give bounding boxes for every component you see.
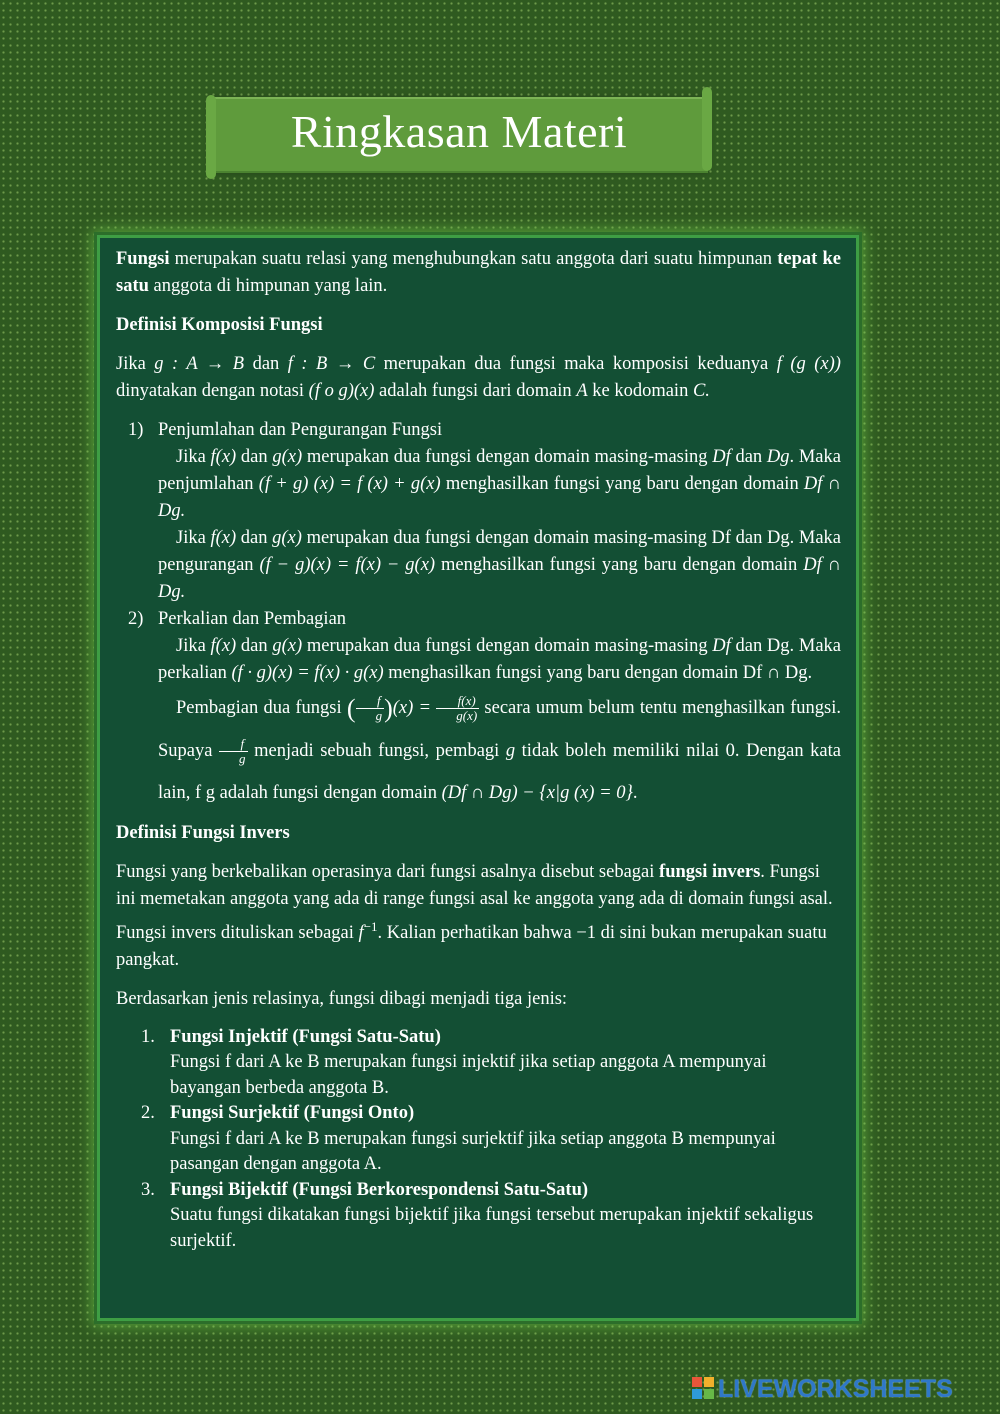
- jenis-list-item: 2. Fungsi Surjektif (Fungsi Onto) Fungsi f dari A ke B merupakan fungsi surjektif jika setiap anggota B mempunyai pasangan dengan anggota A.: [141, 1103, 776, 1175]
- logo-icon: [692, 1377, 714, 1399]
- komposisi-paragraph: Jika g : A → B dan f : B → C merupakan dua fungsi maka komposisi keduanya f (g (x)) dinyatakan dengan notasi (f o g)(x) adalah fungsi dari domain A ke kodomain C.: [116, 354, 841, 401]
- invers-paragraph: Fungsi yang berkebalikan operasinya dari fungsi asalnya disebut sebagai fungsi invers. Fungsi ini memetakan anggota yang ada di range fungsi asal ke anggota yang ada di domain fungsi asal. Fungsi invers dituliskan sebagai $f^{-1}$. Kalian perhatikan bahwa −1 di sini bukan merupakan suatu pangkat.: [116, 861, 833, 970]
- jenis-intro: Berdasarkan jenis relasinya, fungsi dibagi menjadi tiga jenis:: [116, 988, 568, 1009]
- page-title: Ringkasan Materi: [290, 106, 628, 157]
- title-banner: [210, 97, 708, 173]
- perkalian-text: Jika f(x) dan g(x) merupakan dua fungsi dengan domain masing-masing Df dan Dg. Maka perkalian (f · g)(x) = f(x) · g(x) menghasilkan fungsi yang baru dengan domain Df ∩ Dg.: [158, 636, 841, 683]
- list-item-penjumlahan: 1) Penjumlahan dan Pengurangan Fungsi Jika f(x) dan g(x) merupakan dua fungsi dengan domain masing-masing Df dan Dg. Maka penjumlahan (f + g) (x) = f (x) + g(x) menghasilkan fungsi yang baru dengan domain Df ∩ Dg. Jika f(x) dan g(x) merupakan dua fungsi dengan domain masing-masing Df dan Dg. Maka pengurangan (f − g)(x) = f(x) − g(x) menghasilkan fungsi yang baru dengan domain Df ∩ Dg.: [116, 417, 841, 606]
- liveworksheets-logo: LIVEWORKSHEETS: [692, 1376, 953, 1402]
- fraction-f-over-g-small: $\frac{f}{g}$: [219, 737, 248, 766]
- fraction-fx-over-gx: $\frac{f(x)}{g(x)}$: [436, 694, 479, 723]
- item-title: Penjumlahan dan Pengurangan Fungsi: [158, 420, 443, 440]
- summary-panel: [97, 235, 859, 1321]
- item-title: Perkalian dan Pembagian: [158, 609, 347, 629]
- jenis-list-item: 3. Fungsi Bijektif (Fungsi Berkorespondensi Satu-Satu) Suatu fungsi dikatakan fungsi bijektif jika fungsi tersebut merupakan injektif sekaligus surjektif.: [141, 1179, 814, 1251]
- pembagian-text: Pembagian dua fungsi ( $\frac{f}{g}$ )(x) = $\frac{f(x)}{g(x)}$ secara umum belum tentu menghasilkan fungsi. Supaya $\frac{f}{g}$ menjadi sebuah fungsi, pembagi g tidak boleh memiliki nilai 0. Dengan kata lain, f g adalah fungsi dengan domain (Df ∩ Dg) − {x|g (x) = 0}.: [158, 693, 841, 803]
- pengurangan-text: Jika f(x) dan g(x) merupakan dua fungsi dengan domain masing-masing Df dan Dg. Maka pengurangan (f − g)(x) = f(x) − g(x) menghasilkan fungsi yang baru dengan domain Df ∩ Dg.: [158, 528, 842, 602]
- intro-paragraph: Fungsi merupakan suatu relasi yang menghubungkan satu anggota dari suatu himpunan tepat ke satu anggota di himpunan yang lain.: [116, 249, 841, 296]
- komposisi-heading: Definisi Komposisi Fungsi: [116, 315, 323, 335]
- jenis-list-item: 1. Fungsi Injektif (Fungsi Satu-Satu) Fungsi f dari A ke B merupakan fungsi injektif jika setiap anggota A mempunyai bayangan berbeda anggota B.: [141, 1026, 767, 1098]
- penjumlahan-text: Jika f(x) dan g(x) merupakan dua fungsi dengan domain masing-masing Df dan Dg. Maka penjumlahan (f + g) (x) = f (x) + g(x) menghasilkan fungsi yang baru dengan domain Df ∩ Dg.: [158, 447, 841, 521]
- invers-heading: Definisi Fungsi Invers: [116, 822, 290, 843]
- fraction-f-over-g: $\frac{f}{g}$: [356, 694, 385, 723]
- list-item-perkalian: 2) Perkalian dan Pembagian Jika f(x) dan g(x) merupakan dua fungsi dengan domain masing-masing Df dan Dg. Maka perkalian (f · g)(x) = f(x) · g(x) menghasilkan fungsi yang baru dengan domain Df ∩ Dg. Pembagian dua fungsi ( $\frac{f}{g}$ )(x) = $\frac{f(x)}{g(x)}$ secara umum belum tentu menghasilkan fungsi. Supaya $\frac{f}{g}$ menjadi sebuah fungsi, pembagi g tidak boleh memiliki nilai 0. Dengan kata lain, f g adalah fungsi dengan domain (Df ∩ Dg) − {x|g (x) = 0}.: [116, 606, 841, 814]
